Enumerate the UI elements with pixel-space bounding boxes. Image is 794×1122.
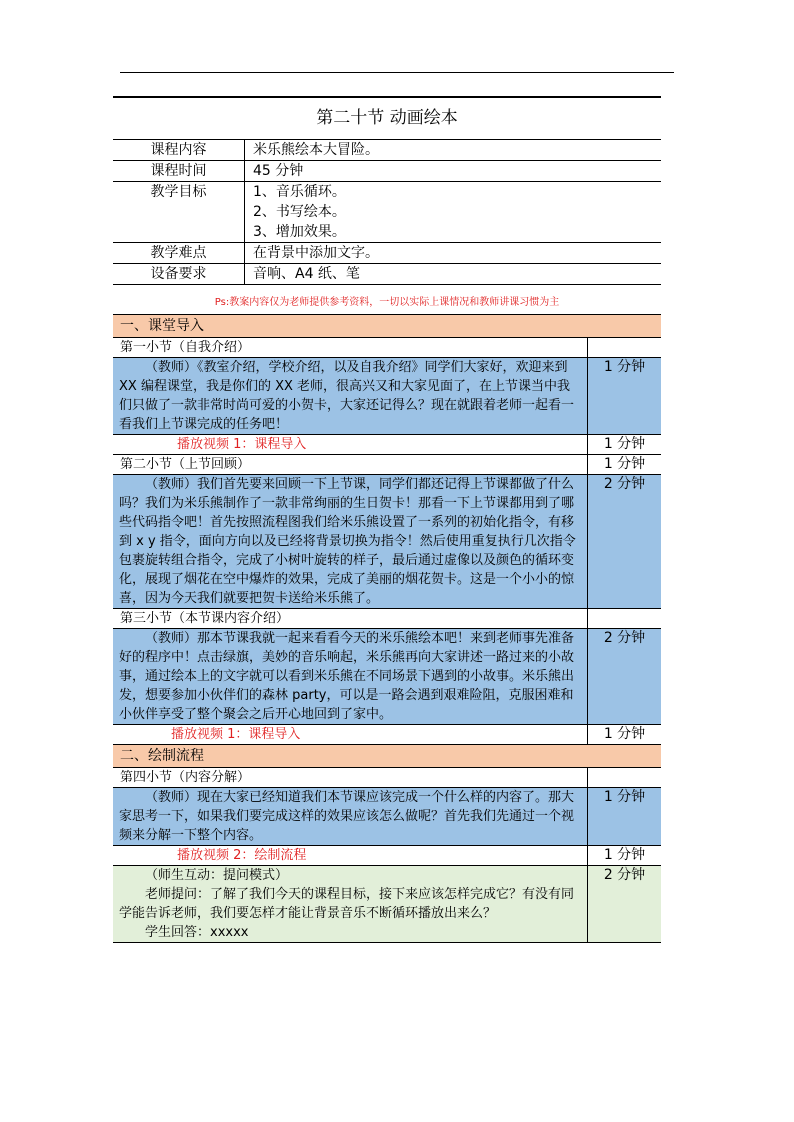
info-value: 米乐熊绘本大冒险。 [245, 140, 662, 161]
time-cell [588, 768, 662, 788]
teacher-row [113, 358, 661, 435]
teacher-script [113, 788, 588, 846]
subsection-row [113, 338, 661, 358]
info-label: 课程时间 [113, 161, 245, 182]
info-value: 45 分钟 [245, 161, 662, 182]
section-title: 二、绘制流程 [113, 745, 661, 768]
ps-note: Ps:教案内容仅为老师提供参考资料，一切以实际上课情况和教师讲课习惯为主 [214, 297, 560, 308]
section-header [113, 745, 661, 768]
goal-line: 3、增加效果。 [253, 224, 346, 240]
course-info-table [113, 139, 661, 285]
time-cell: 1 分钟 [588, 435, 662, 455]
video-row [113, 725, 661, 745]
info-value: 在背景中添加文字。 [245, 243, 662, 264]
time-cell: 1 分钟 [588, 358, 662, 435]
info-value [245, 182, 662, 243]
script-text: （教师）我们首先要来回顾一下上节课，同学们都还记得上节课都做了什么吗？我们为米乐熊制作了一款非常绚丽的生日贺卡！那看一下上节课都用到了哪些代码指令吧！首先按照流程图我们给米乐熊设置了一系列的初始化指令，有移到 x y 指令，面向方向以及已经将背景切换为指令！然后使用重复执行几次指令包裹旋转组合指令，完成了小树叶旋转的样子，最后通过虚像以及颜色的循环变化，展现了烟花在空中爆炸的效果，完成了美丽的烟花贺卡。这是一个小小的惊喜，因为今天我们就要把贺卡送给米乐熊了。 [119, 477, 576, 606]
time-cell: 1 分钟 [588, 455, 662, 475]
teacher-row [113, 629, 661, 725]
time-cell: 1 分钟 [588, 725, 662, 745]
teacher-script [113, 475, 588, 609]
subsection-row [113, 455, 661, 475]
info-row-difficulty [113, 243, 661, 264]
subsection-title: 第四小节（内容分解） [113, 768, 588, 788]
teacher-row [113, 475, 661, 609]
script-text: （教师）《教室介绍，学校介绍，以及自我介绍》同学们大家好，欢迎来到 XX 编程课堂，我是你们的 XX 老师，很高兴又和大家见面了，在上节课当中我们只做了一款非常时尚可爱的小贺卡，大家还记得么？现在就跟着老师一起看一看我们上节课完成的任务吧！ [119, 360, 575, 432]
info-row-content [113, 140, 661, 161]
script-text: （教师）现在大家已经知道我们本节课应该完成一个什么样的内容了。那大家思考一下，如果我们要完成这样的效果应该怎么做呢？首先我们先通过一个视频来分解一下整个内容。 [119, 790, 575, 843]
video-row [113, 435, 661, 455]
info-label: 设备要求 [113, 264, 245, 285]
time-cell: 1 分钟 [588, 788, 662, 846]
time-cell: 1 分钟 [588, 846, 662, 866]
section-title: 一、课堂导入 [113, 315, 661, 338]
time-cell: 2 分钟 [588, 866, 662, 943]
video-label: 播放视频 2：绘制流程 [113, 846, 588, 866]
section-header [113, 315, 661, 338]
time-cell: 2 分钟 [588, 475, 662, 609]
subsection-title: 第三小节（本节课内容介绍） [113, 609, 588, 629]
info-label: 教学难点 [113, 243, 245, 264]
page-title: 第二十节 动画绘本 [316, 108, 458, 128]
info-label: 教学目标 [113, 182, 245, 243]
info-row-equipment [113, 264, 661, 285]
subsection-row [113, 609, 661, 629]
time-cell [588, 338, 662, 358]
student-answer: 学生回答：xxxxx [145, 925, 249, 940]
interaction-row [113, 866, 661, 943]
subsection-title: 第二小节（上节回顾） [113, 455, 588, 475]
subsection-title: 第一小节（自我介绍） [113, 338, 588, 358]
video-row [113, 846, 661, 866]
info-row-goals [113, 182, 661, 243]
lesson-plan-table [113, 314, 661, 943]
script-text: （教师）那本节课我就一起来看看今天的米乐熊绘本吧！来到老师事先准备好的程序中！点击绿旗，美妙的音乐响起，米乐熊再向大家讲述一路过来的小故事，通过绘本上的文字就可以看到米乐熊在不同场景下遇到的小故事。米乐熊出发，想要参加小伙伴们的森林 party，可以是一路会遇到艰难险阻，克服困难和小伙伴享受了整个聚会之后开心地回到了家中。 [119, 631, 575, 722]
info-value: 音响、A4 纸、笔 [245, 264, 662, 285]
teacher-script [113, 629, 588, 725]
teacher-question: 老师提问：了解了我们今天的课程目标，接下来应该怎样完成它？有没有同学能告诉老师，我们要怎样才能让背景音乐不断循环播放出来么？ [119, 887, 575, 921]
info-row-time [113, 161, 661, 182]
header-rule [120, 72, 674, 73]
video-label: 播放视频 1：课程导入 [113, 725, 588, 745]
subsection-row [113, 768, 661, 788]
video-label: 播放视频 1：课程导入 [113, 435, 588, 455]
interaction-script [113, 866, 588, 943]
goal-line: 2、书写绘本。 [253, 204, 346, 220]
time-cell: 2 分钟 [588, 629, 662, 725]
teacher-script [113, 358, 588, 435]
title-rule [113, 96, 661, 98]
time-cell [588, 609, 662, 629]
goal-line: 1、音乐循环。 [253, 184, 346, 200]
info-label: 课程内容 [113, 140, 245, 161]
teacher-row [113, 788, 661, 846]
interaction-mode: （师生互动：提问模式） [145, 868, 289, 883]
